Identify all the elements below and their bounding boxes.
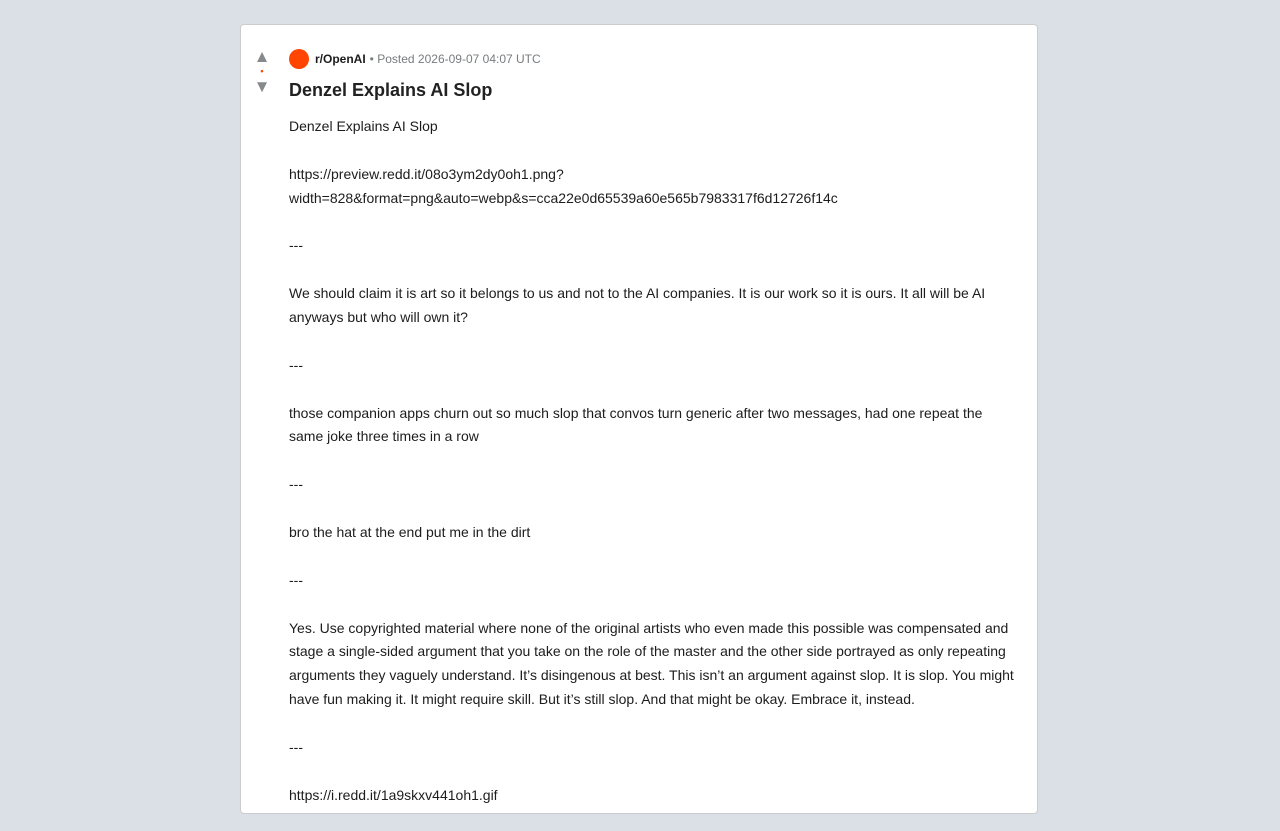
separator: --- <box>289 237 303 254</box>
posted-prefix: • Posted <box>369 52 415 66</box>
vote-score: • <box>260 66 264 76</box>
post-card <box>240 24 1038 814</box>
comment-text: bro the hat at the end put me in the dirt <box>289 523 531 540</box>
post-body <box>289 115 1019 807</box>
body-intro: Denzel Explains AI Slop <box>289 118 438 134</box>
comment-text: We should claim it is art so it belongs to us and not to the AI companies. It is our work so it is ours. It all will be AI anyways but who will own it? <box>289 285 986 325</box>
upvote-icon[interactable]: ▲ <box>253 47 271 66</box>
link-preview-line1[interactable]: https://preview.redd.it/08o3ym2dy0oh1.png? <box>289 165 564 182</box>
separator: --- <box>289 738 303 755</box>
post-title[interactable]: Denzel Explains AI Slop <box>289 80 493 100</box>
post-meta <box>289 49 1019 69</box>
separator: --- <box>289 356 303 373</box>
separator: --- <box>289 571 303 588</box>
body-link-gif[interactable] <box>289 784 1019 808</box>
body-link-preview[interactable] <box>289 163 1019 211</box>
post-content <box>289 49 1019 831</box>
subreddit-icon[interactable] <box>289 49 309 69</box>
posted-time: 2026-09-07 04:07 UTC <box>417 52 541 66</box>
downvote-icon[interactable]: ▼ <box>253 77 271 96</box>
vote-column <box>241 47 283 97</box>
separator: --- <box>289 476 303 493</box>
subreddit-name[interactable]: r/OpenAI <box>315 52 366 66</box>
link-gif[interactable]: https://i.redd.it/1a9skxv441oh1.gif <box>289 786 498 803</box>
comment-text: Yes. Use copyrighted material where none of the original artists who even made this possible was compensated and stage a single-sided argument that you take on the role of the master and the other side portrayed as only repeating arguments they vaguely understand. It’s disingenous at best. This isn’t an argument against slop. It is slop. You might have fun making it. It might require skill. But it’s still slop. And that might be okay. Embrace it, instead. <box>289 619 1014 707</box>
comment-text: those companion apps churn out so much slop that convos turn generic after two messages, had one repeat the same joke three times in a row <box>289 404 983 445</box>
link-preview-line2[interactable]: width=828&format=png&auto=webp&s=cca22e0d65539a60e565b7983317f6d12726f14c <box>289 189 838 206</box>
